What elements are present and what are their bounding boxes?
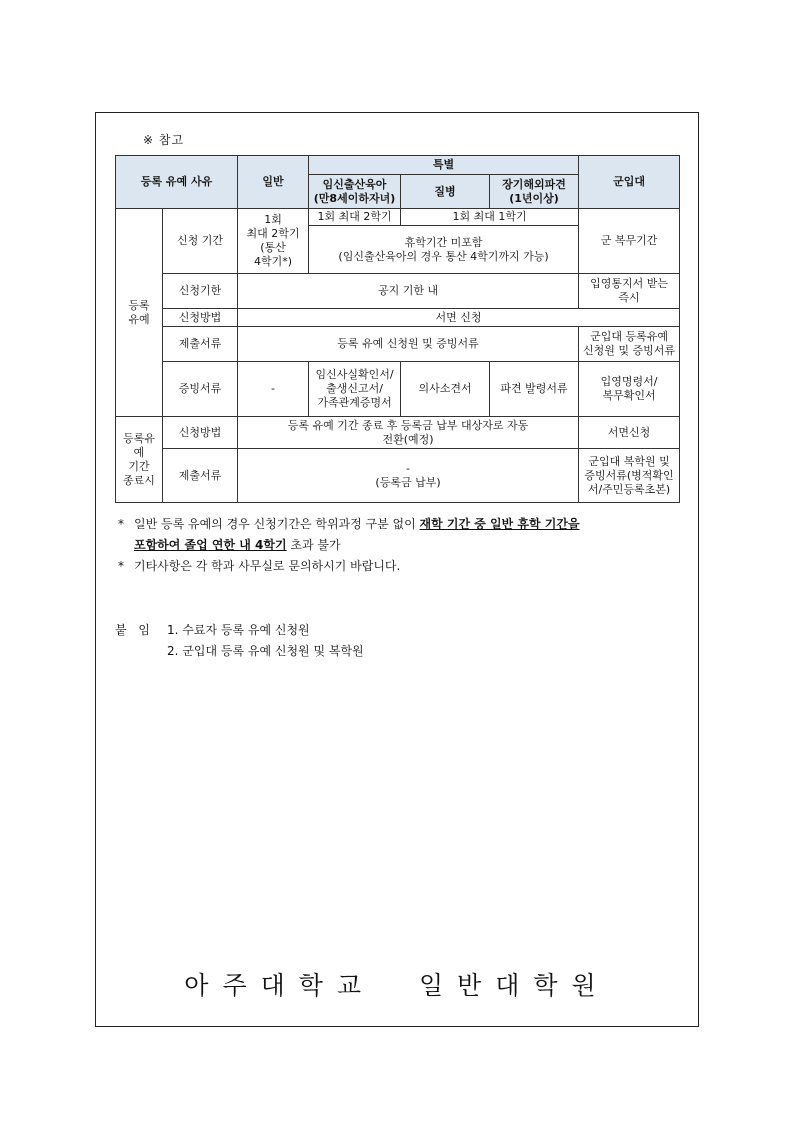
period-maternity-count: 1회 최대 2학기	[309, 209, 401, 226]
note-2	[118, 556, 678, 577]
docs-value: 등록 유예 신청원 및 증빙서류	[238, 327, 579, 362]
period-military: 군 복무기간	[579, 209, 680, 274]
row-deadline-label: 신청기한	[163, 274, 238, 309]
note-1-text: 일반 등록 유예의 경우 신청기간은 학위과정 구분 없이	[134, 517, 420, 531]
deadline-military: 입영통지서 받는 즉시	[579, 274, 680, 309]
header-special-illness: 질병	[401, 175, 490, 209]
attachments-label: 붙 임	[115, 623, 154, 637]
header-military: 군입대	[579, 156, 680, 209]
header-special-overseas: 장기해외파견 (1년이상)	[490, 175, 579, 209]
header-special-maternity: 임신출산육아 (만8세이하자녀)	[309, 175, 401, 209]
header-reason: 등록 유예 사유	[116, 156, 238, 209]
row-method-label: 신청방법	[163, 309, 238, 327]
attachment-item-1: 1. 수료자 등록 유예 신청원	[167, 623, 310, 637]
row-docs-label: 제출서류	[163, 327, 238, 362]
row-evidence-label: 증빙서류	[163, 362, 238, 417]
note-1	[118, 514, 678, 556]
issuer-footer: 아주대학교 일반대학원	[184, 971, 610, 1000]
end-docs-value: - (등록금 납부)	[238, 449, 579, 503]
end-docs-military: 군입대 복학원 및 증빙서류(병적확인 서/주민등록초본)	[579, 449, 680, 503]
group-end-label: 등록유예 기간 종료시	[116, 417, 163, 503]
note-2-mark: *	[118, 559, 124, 573]
attachment-row-1	[115, 620, 364, 641]
docs-military: 군입대 등록유예 신청원 및 증빙서류	[579, 327, 680, 362]
header-special: 특별	[309, 156, 579, 175]
evidence-maternity: 임신사실확인서/ 출생신고서/ 가족관계증명서	[309, 362, 401, 417]
method-value: 서면 신청	[238, 309, 680, 327]
row-period-label: 신청 기간	[163, 209, 238, 274]
note-1-emphasis-2: 포함하여 졸업 연한 내 4학기	[134, 538, 287, 552]
deferment-table	[115, 155, 680, 503]
period-special-count: 1회 최대 1학기	[401, 209, 579, 226]
attachments	[115, 620, 364, 662]
evidence-illness: 의사소견서	[401, 362, 490, 417]
attachment-row-2	[115, 641, 364, 662]
notes	[118, 514, 678, 577]
note-1-tail: 초과 불가	[286, 538, 341, 552]
group-deferment-label: 등록 유예	[116, 209, 163, 417]
evidence-general: -	[238, 362, 309, 417]
period-general: 1회 최대 2학기 (통산 4학기*)	[238, 209, 309, 274]
note-1-mark: *	[118, 517, 124, 531]
evidence-overseas: 파견 발령서류	[490, 362, 579, 417]
note-title: ※ 참고	[143, 133, 185, 147]
note-2-text: 기타사항은 각 학과 사무실로 문의하시기 바랍니다.	[134, 559, 401, 573]
end-method-value: 등록 유예 기간 종료 후 등록금 납부 대상자로 자동 전환(예정)	[238, 417, 579, 449]
attachment-item-2: 2. 군입대 등록 유예 신청원 및 복학원	[167, 644, 364, 658]
end-docs-label: 제출서류	[163, 449, 238, 503]
deadline-value: 공지 기한 내	[238, 274, 579, 309]
header-general: 일반	[238, 156, 309, 209]
note-1-emphasis-1: 재학 기간 중 일반 휴학 기간을	[419, 517, 580, 531]
end-method-label: 신청방법	[163, 417, 238, 449]
end-method-military: 서면신청	[579, 417, 680, 449]
period-special-note: 휴학기간 미포함 (임신출산육아의 경우 통산 4학기까지 가능)	[309, 226, 579, 274]
evidence-military: 입영명령서/ 복무확인서	[579, 362, 680, 417]
